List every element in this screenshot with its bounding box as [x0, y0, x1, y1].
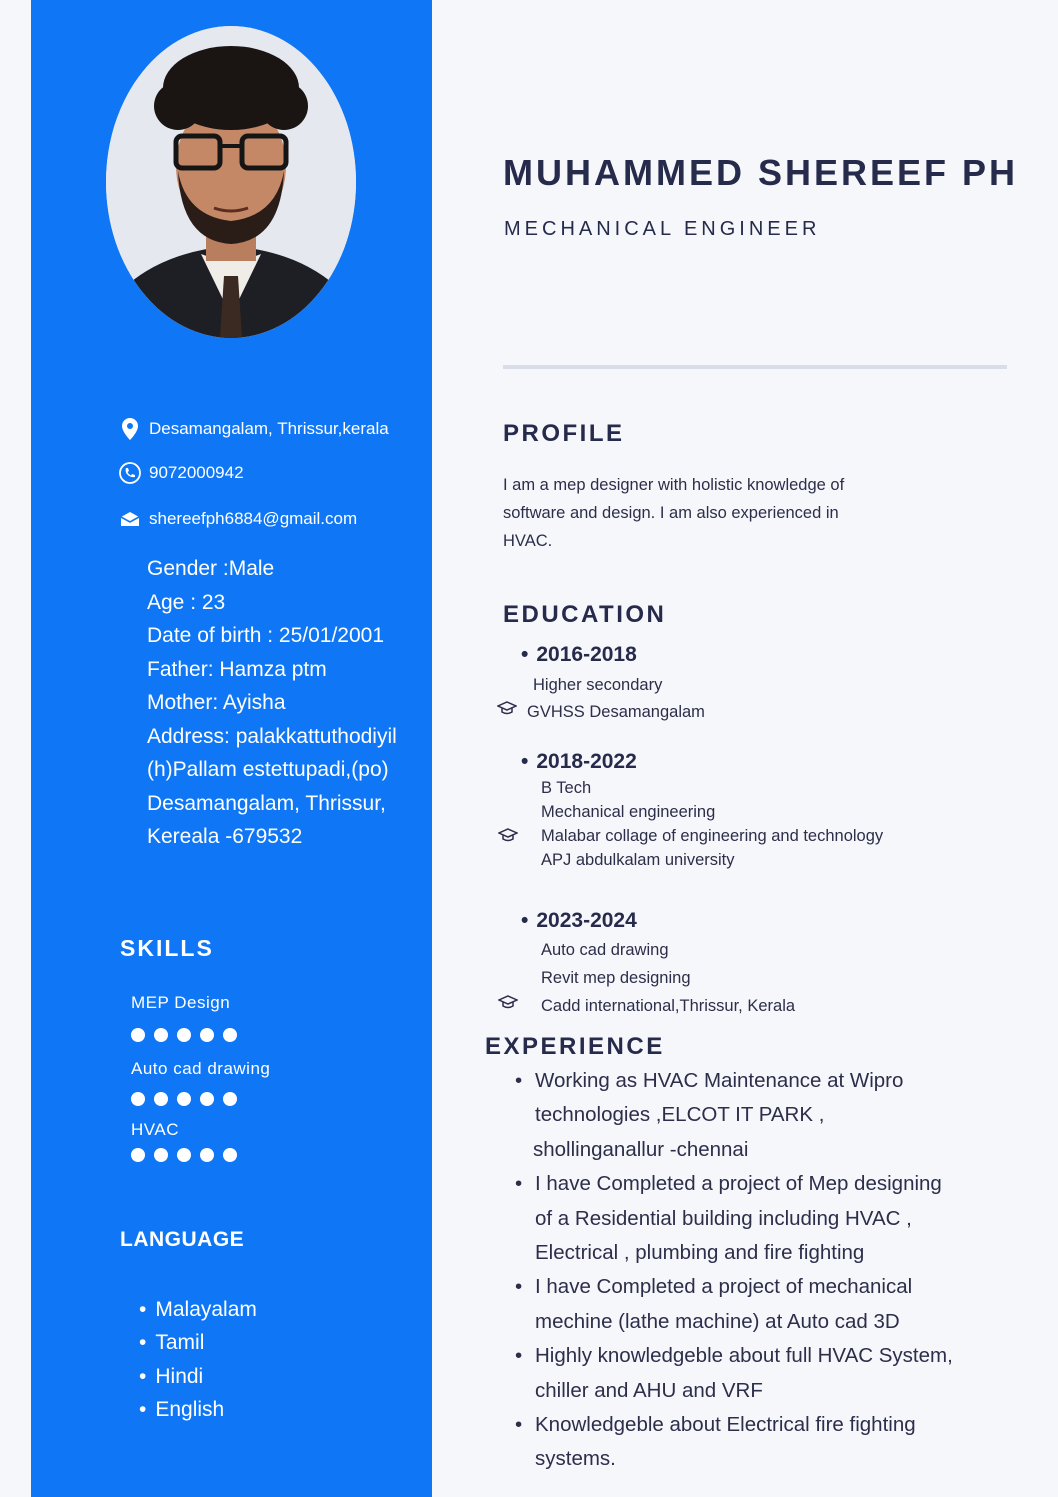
experience-line: Electrical , plumbing and fire fighting	[535, 1241, 865, 1265]
graduation-cap-icon	[498, 828, 518, 844]
experience-line: • Highly knowledgeble about full HVAC System,	[535, 1344, 953, 1368]
location-pin-icon	[119, 418, 141, 440]
portrait-illustration	[106, 26, 356, 338]
profile-text	[503, 471, 903, 555]
education-line: Auto cad drawing	[541, 941, 669, 959]
skill-level-dots	[131, 1028, 237, 1042]
experience-line: of a Residential building including HVAC ,	[535, 1206, 912, 1230]
phone-icon	[119, 462, 141, 484]
education-line: GVHSS Desamangalam	[527, 703, 705, 721]
list-item: • Tamil	[139, 1326, 257, 1359]
detail-line: Mother: Ayisha	[147, 691, 286, 714]
list-item	[515, 1339, 1015, 1408]
experience-list	[515, 1064, 1015, 1477]
person-name: MUHAMMED SHEREEF PH	[503, 152, 1019, 193]
education-line: Revit mep designing	[541, 969, 691, 987]
profile-line: software and design. I am also experienced in	[503, 504, 839, 522]
education-years: • 2018-2022	[521, 750, 637, 774]
experience-line: chiller and AHU and VRF	[535, 1378, 763, 1402]
education-line: APJ abdulkalam university	[541, 851, 735, 869]
list-item	[515, 1408, 1015, 1477]
detail-line: Desamangalam, Thrissur,	[147, 791, 386, 815]
sidebar	[31, 0, 432, 1497]
profile-line: HVAC.	[503, 532, 553, 550]
education-line: Mechanical engineering	[541, 803, 716, 821]
email-text: shereefph6884@gmail.com	[149, 509, 358, 528]
education-line: B Tech	[541, 779, 592, 797]
education-line: Higher secondary	[533, 676, 663, 694]
detail-line: Address: palakkattuthodiyil	[147, 724, 397, 748]
skill-name: HVAC	[131, 1120, 179, 1139]
job-title: MECHANICAL ENGINEER	[504, 218, 821, 240]
graduation-cap-icon	[497, 701, 517, 717]
profile-line: I am a mep designer with holistic knowledge of	[503, 476, 845, 494]
phone-text: 9072000942	[149, 463, 244, 482]
contact-email	[119, 508, 357, 530]
education-heading: EDUCATION	[503, 601, 667, 628]
experience-line: shollinganallur -chennai	[533, 1137, 749, 1161]
skill-level-dots	[131, 1092, 237, 1106]
list-item: • Hindi	[139, 1360, 257, 1393]
location-text: Desamangalam, Thrissur,kerala	[149, 419, 389, 438]
experience-line: mechine (lathe machine) at Auto cad 3D	[535, 1309, 900, 1333]
list-item	[515, 1167, 1015, 1270]
education-years: • 2016-2018	[521, 643, 637, 667]
skill-level-dots	[131, 1148, 237, 1162]
experience-line: • Knowledgeble about Electrical fire fighting	[535, 1413, 916, 1437]
education-line: Malabar collage of engineering and technology	[541, 827, 884, 845]
experience-line: technologies ,ELCOT IT PARK ,	[535, 1103, 825, 1127]
divider	[503, 365, 1007, 369]
skill-name: Auto cad drawing	[131, 1059, 271, 1078]
education-line: Cadd international,Thrissur, Kerala	[541, 997, 796, 1015]
experience-line: • Working as HVAC Maintenance at Wipro	[535, 1069, 904, 1092]
experience-line: systems.	[535, 1447, 616, 1471]
detail-line: Age : 23	[147, 590, 226, 614]
list-item	[515, 1270, 1015, 1339]
detail-line: Father: Hamza ptm	[147, 657, 327, 681]
skill-name: MEP Design	[131, 993, 231, 1012]
skills-heading: SKILLS	[120, 935, 214, 961]
experience-heading: EXPERIENCE	[485, 1033, 665, 1060]
profile-photo	[106, 26, 356, 338]
contact-phone	[119, 462, 244, 484]
graduation-cap-icon	[498, 995, 518, 1011]
mail-icon	[119, 508, 141, 530]
list-item: • English	[139, 1393, 257, 1426]
list-item: • Malayalam	[139, 1293, 257, 1326]
detail-line: Gender :Male	[147, 557, 275, 580]
language-list	[139, 1293, 257, 1426]
language-heading: LANGUAGE	[120, 1228, 245, 1251]
detail-line: (h)Pallam estettupadi,(po)	[147, 758, 389, 781]
education-years: • 2023-2024	[521, 909, 637, 933]
detail-line: Date of birth : 25/01/2001	[147, 624, 384, 647]
experience-line: • I have Completed a project of mechanical	[535, 1275, 913, 1299]
experience-line: • I have Completed a project of Mep designing	[535, 1172, 942, 1196]
contact-location	[119, 418, 389, 440]
profile-heading: PROFILE	[503, 420, 625, 447]
detail-line: Kereala -679532	[147, 825, 303, 848]
personal-details	[147, 552, 397, 854]
list-item	[515, 1064, 1015, 1167]
